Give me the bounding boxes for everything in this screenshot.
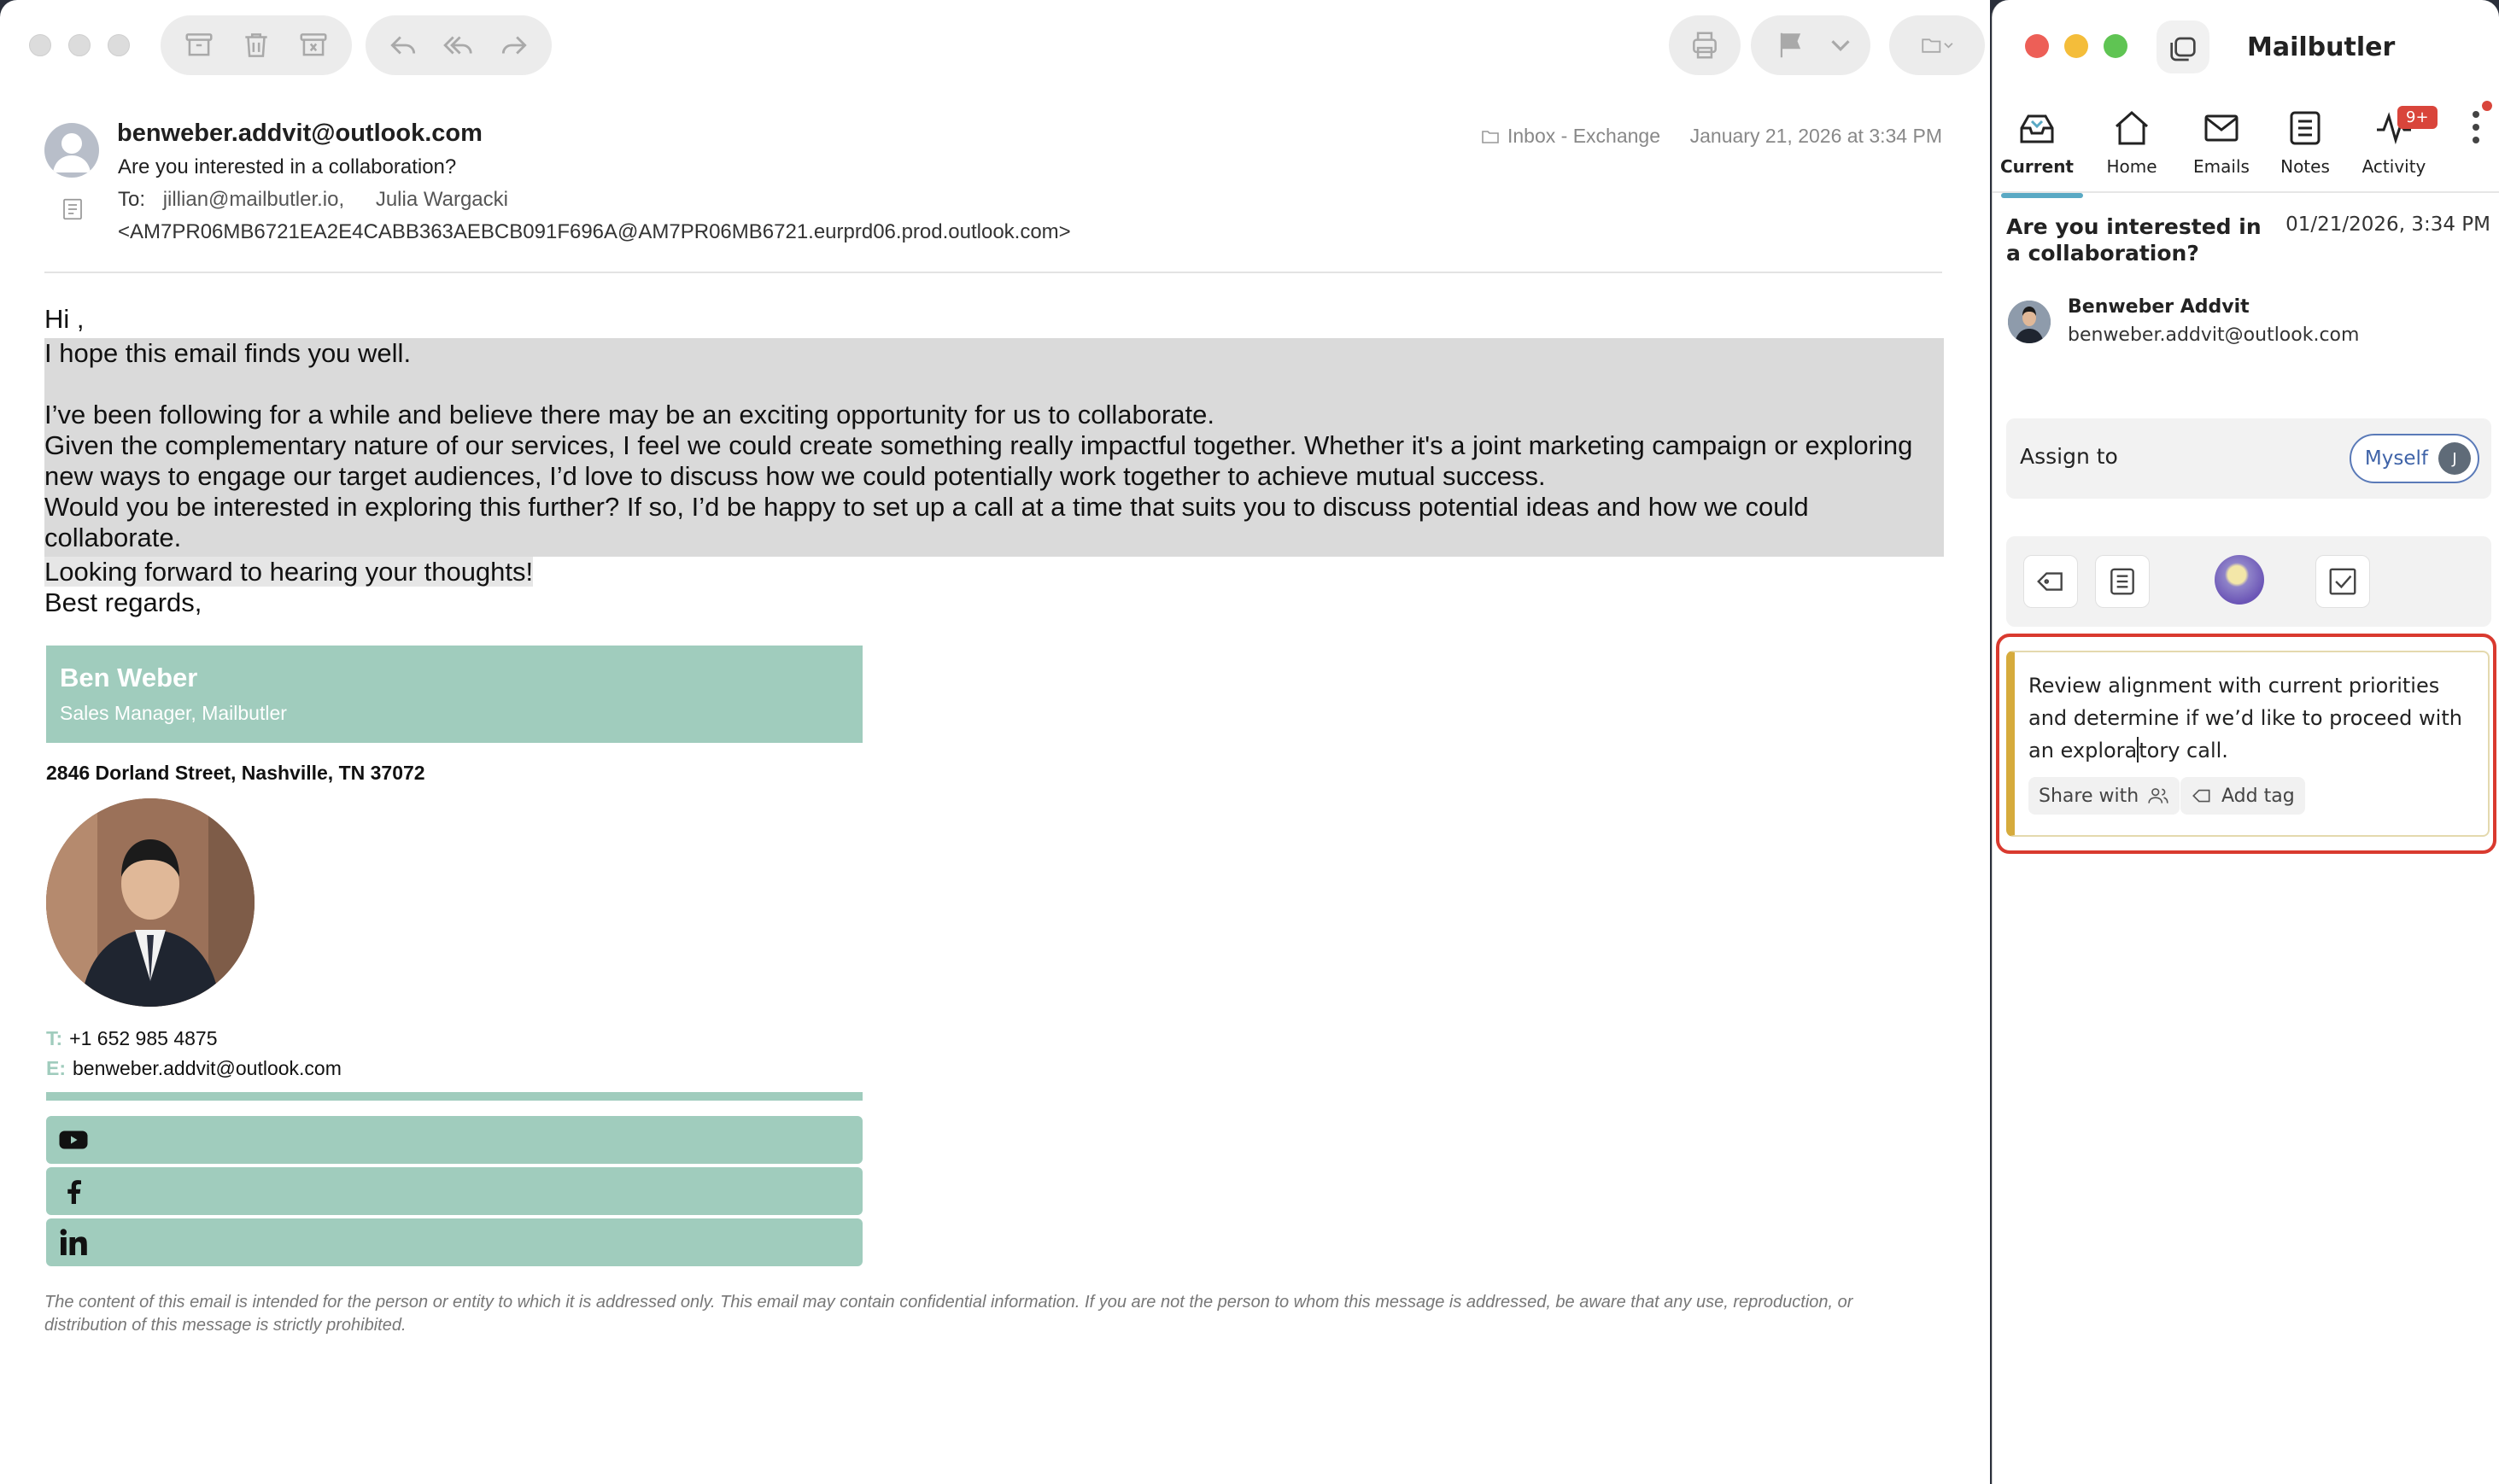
tab-label: Home	[2106, 156, 2157, 177]
assignee-name: Myself	[2364, 447, 2428, 470]
facebook-link[interactable]	[46, 1167, 863, 1215]
assign-panel	[2006, 418, 2491, 499]
closing-line: Looking forward to hearing your thoughts!	[44, 557, 534, 587]
reply-all-button[interactable]	[431, 20, 486, 71]
body-paragraph: I’ve been following for a while and believe there may be an exciting opportunity for us to collaborate.	[44, 400, 1214, 429]
current-email-date: 01/21/2026, 3:34 PM	[2285, 213, 2490, 236]
linkedin-icon	[58, 1227, 89, 1258]
person-icon	[44, 123, 99, 178]
recipient[interactable]: jillian@mailbutler.io,	[162, 188, 345, 211]
notification-dot	[2482, 101, 2492, 111]
add-tag-label: Add tag	[2221, 785, 2295, 807]
flag-toolbar-group	[1751, 15, 1870, 75]
sender-avatar	[2008, 301, 2051, 343]
assignee-selector[interactable]	[2350, 434, 2479, 483]
trash-button[interactable]	[229, 20, 284, 71]
envelope-icon	[2201, 108, 2242, 149]
move-button[interactable]	[1899, 20, 1975, 71]
delete-toolbar-group	[161, 15, 352, 75]
youtube-link[interactable]	[46, 1116, 863, 1164]
email-label: E:	[46, 1057, 66, 1079]
body-paragraph	[44, 557, 1944, 587]
message-date: January 21, 2026 at 3:34 PM	[1689, 125, 1942, 147]
tab-current[interactable]	[1994, 108, 2080, 177]
mailbutler-sidebar	[1992, 0, 2499, 1484]
tag-icon	[2191, 785, 2213, 807]
facebook-icon	[58, 1176, 89, 1206]
archive-icon	[183, 29, 215, 61]
inbox-icon	[2016, 108, 2057, 149]
home-icon	[2111, 108, 2152, 149]
reply-all-icon	[442, 29, 475, 61]
move-toolbar-group	[1889, 15, 1985, 75]
flag-menu-button[interactable]	[1823, 20, 1858, 71]
mailbutler-logo-icon	[2157, 20, 2209, 73]
signature-address: 2846 Dorland Street, Nashville, TN 37072	[46, 762, 425, 784]
note-text-end: tory call.	[2139, 739, 2228, 762]
message-id: <AM7PR06MB6721EA2E4CABB363AEBCB091F696A@AM7PR06MB6721.eurprd06.prod.outlook.com>	[118, 220, 1071, 243]
notes-icon	[2285, 108, 2326, 149]
signature-phone-line	[46, 1027, 863, 1050]
message-subject: Are you interested in a collaboration?	[118, 155, 457, 178]
confidentiality-disclaimer: The content of this email is intended for the person or entity to which it is addressed only. This email may contain confidential information. If you are not the person to whom this message is addressed, be aware that any use, reproduction, or distribution of this message is strictly prohibited.	[44, 1293, 1853, 1335]
print-toolbar-group	[1669, 15, 1741, 75]
tab-home[interactable]	[2089, 108, 2174, 177]
greeting: Hi ,	[44, 304, 85, 334]
to-label: To:	[118, 188, 146, 211]
assign-label: Assign to	[2020, 444, 2118, 469]
highlighted-text-block	[44, 338, 1944, 557]
signature-email[interactable]: benweber.addvit@outlook.com	[73, 1057, 342, 1079]
message-header	[44, 120, 1942, 275]
zoom-window-button[interactable]	[108, 34, 130, 56]
note-card[interactable]	[2006, 651, 2490, 837]
signature-photo	[46, 798, 255, 1007]
signature-email-line	[46, 1057, 863, 1080]
people-icon	[2147, 785, 2169, 807]
flag-icon	[1775, 29, 1807, 61]
sidebar-app-title: Mailbutler	[2247, 32, 2396, 62]
linkedin-link[interactable]	[46, 1218, 863, 1266]
junk-button[interactable]	[286, 20, 341, 71]
reply-button[interactable]	[376, 20, 430, 71]
youtube-icon	[58, 1125, 89, 1155]
email-signature	[46, 646, 863, 1266]
signature-name: Ben Weber	[60, 663, 198, 692]
tab-label: Notes	[2280, 156, 2330, 177]
close-window-button[interactable]	[2025, 34, 2049, 58]
sender-email[interactable]: benweber.addvit@outlook.com	[2068, 324, 2360, 346]
signature-title: Sales Manager, Mailbutler	[60, 702, 287, 724]
signature-phone[interactable]: +1 652 985 4875	[69, 1027, 218, 1049]
blank-line	[44, 369, 1944, 400]
trash-icon	[240, 29, 272, 61]
signature-rule	[46, 1092, 863, 1101]
notes-icon	[2106, 565, 2139, 598]
note-editor[interactable]	[2028, 669, 2481, 767]
minimize-window-button[interactable]	[68, 34, 91, 56]
assignee-avatar: J	[2438, 442, 2471, 475]
note-button[interactable]	[2095, 555, 2150, 608]
sender-address[interactable]: benweber.addvit@outlook.com	[117, 120, 483, 147]
tab-label: Current	[1999, 156, 2074, 177]
body-paragraph: I hope this email finds you well.	[44, 338, 412, 368]
tag-icon	[2034, 565, 2067, 598]
more-menu-button[interactable]	[2473, 111, 2483, 149]
print-icon	[1688, 29, 1721, 61]
sender-avatar	[44, 123, 99, 178]
email-tools-bar	[2006, 536, 2491, 627]
task-button[interactable]	[2315, 555, 2370, 608]
reply-toolbar-group	[366, 15, 552, 75]
share-with-button[interactable]	[2028, 777, 2180, 815]
tab-activity[interactable]	[2351, 108, 2437, 177]
recipient[interactable]: Julia Wargacki	[375, 188, 508, 211]
tab-label: Emails	[2193, 156, 2250, 177]
move-folder-icon	[1921, 29, 1953, 61]
close-window-button[interactable]	[29, 34, 51, 56]
share-label: Share with	[2039, 785, 2139, 807]
archive-button[interactable]	[172, 20, 226, 71]
mailbox-label[interactable]	[1480, 125, 1660, 148]
ai-assistant-icon[interactable]	[2215, 555, 2264, 605]
signature-banner	[46, 646, 863, 743]
phone-label: T:	[46, 1027, 63, 1049]
reply-icon	[387, 29, 419, 61]
junk-icon	[297, 29, 330, 61]
body-paragraph: Would you be interested in exploring this further? If so, I’d be happy to set up a call at a time that suits you to discuss potential ideas and how we could collaborate.	[44, 492, 1809, 552]
zoom-window-button[interactable]	[2104, 34, 2127, 58]
recipients-line	[118, 188, 534, 212]
message-details-icon[interactable]	[60, 196, 85, 222]
forward-icon	[498, 29, 530, 61]
tag-button[interactable]	[2023, 555, 2078, 608]
sender-name: Benweber Addvit	[2068, 296, 2250, 318]
body-paragraph: Given the complementary nature of our services, I feel we could create something really impactful together. Whether it's a joint marketing campaign or exploring new ways to engage our target audiences, I’d love to discuss how we could potentially work together to achieve mutual success.	[44, 430, 1913, 491]
sidebar-tab-bar	[1993, 101, 2499, 193]
minimize-window-button[interactable]	[2064, 34, 2088, 58]
print-button[interactable]	[1679, 20, 1730, 71]
current-email-subject: Are you interested in a collaboration?	[2006, 214, 2262, 266]
mailbox-name: Inbox - Exchange	[1507, 125, 1660, 147]
folder-icon	[1480, 126, 1501, 147]
tab-label: Activity	[2361, 156, 2426, 177]
activity-count-badge: 9+	[2397, 106, 2438, 129]
chevron-down-icon	[1824, 29, 1857, 61]
tab-emails[interactable]	[2179, 108, 2264, 177]
message-body	[44, 304, 1944, 618]
active-tab-indicator	[2001, 193, 2083, 198]
forward-button[interactable]	[487, 20, 541, 71]
header-divider	[44, 272, 1942, 273]
flag-button[interactable]	[1764, 20, 1818, 71]
tab-notes[interactable]	[2262, 108, 2348, 177]
add-tag-button[interactable]	[2180, 777, 2305, 815]
sign-off: Best regards,	[44, 587, 202, 617]
note-text-start: Review alignment with current priorities and determine if we’d like to proceed with an explora	[2028, 674, 2462, 762]
checkbox-icon	[2326, 565, 2359, 598]
